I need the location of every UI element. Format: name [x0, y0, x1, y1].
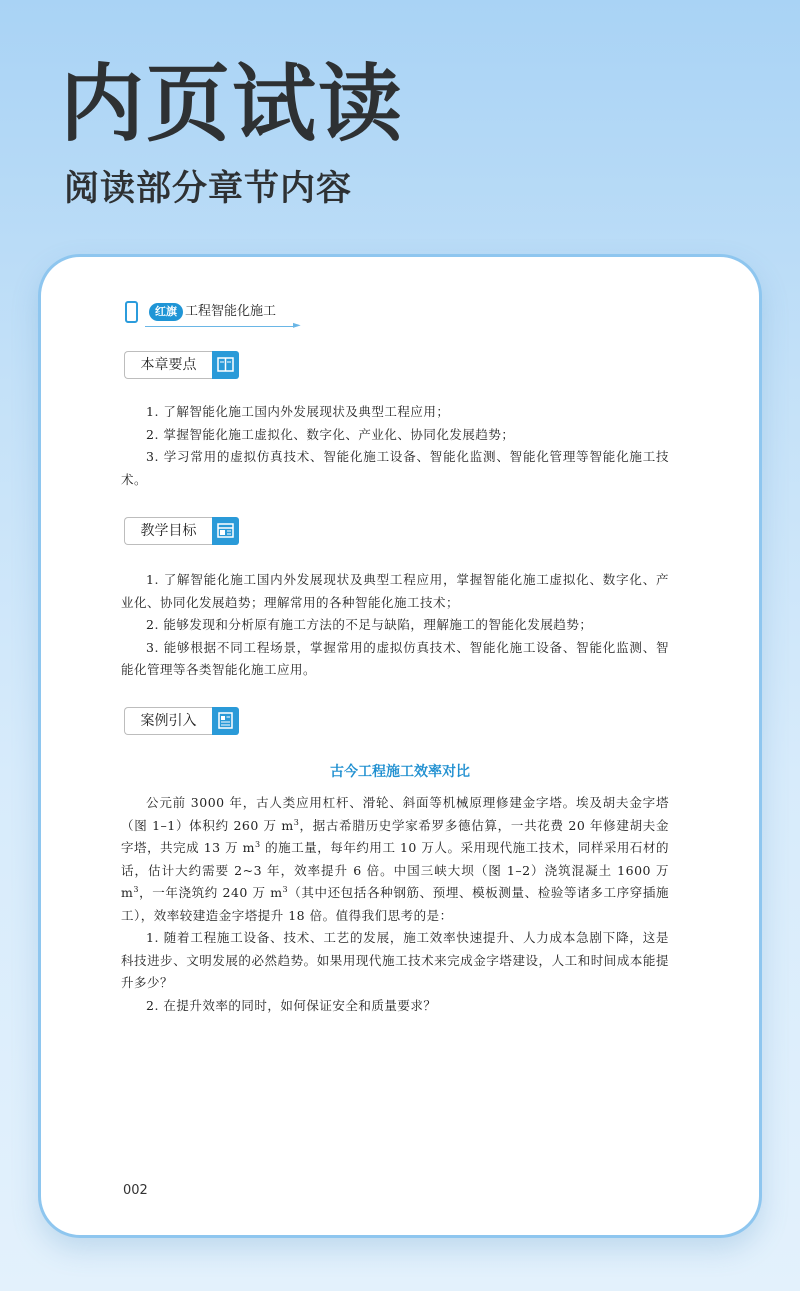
list-item: 3. 学习常用的虚拟仿真技术、智能化施工设备、智能化监测、智能化管理等智能化施工技术。: [121, 449, 669, 487]
hero-subtitle: 阅读部分章节内容: [64, 169, 353, 209]
document-icon: [212, 707, 239, 735]
series-badge: 红旗: [149, 303, 183, 321]
key-points-list: [121, 401, 669, 491]
case-title: 古今工程施工效率对比: [330, 764, 470, 780]
case-question: 1. 随着工程施工设备、技术、工艺的发展，施工效率快速提升、人力成本急剧下降，这是科技进步、文明发展的必然趋势。如果用现代施工技术来完成金字塔建设，人工和时间成本能提升多少？: [121, 930, 669, 990]
section-label: 本章要点: [124, 351, 212, 379]
section-label: 教学目标: [124, 517, 212, 545]
list-item: 1. 了解智能化施工国内外发展现状及典型工程应用，掌握智能化施工虚拟化、数字化、产业化、协同化发展趋势；理解常用的各种智能化施工技术；: [121, 572, 669, 610]
section-header-key-points: [124, 351, 239, 381]
phone-icon: [125, 301, 138, 323]
hero-title: 内页试读: [60, 55, 405, 153]
page-number: 002: [123, 1183, 148, 1198]
book-icon: [212, 351, 239, 379]
section-header-case-intro: [124, 707, 239, 737]
section-label: 案例引入: [124, 707, 212, 735]
running-head: [125, 301, 305, 331]
arrow-right-icon: ►: [293, 320, 301, 331]
list-item: 1. 了解智能化施工国内外发展现状及典型工程应用；: [146, 404, 450, 419]
header-rule: [145, 326, 295, 327]
list-item: 3. 能够根据不同工程场景，掌握常用的虚拟仿真技术、智能化施工设备、智能化监测、智能化管理等各类智能化施工应用。: [121, 639, 669, 677]
teaching-goals-list: [121, 569, 669, 682]
window-icon: [212, 517, 239, 545]
list-item: 2. 掌握智能化施工虚拟化、数字化、产业化、协同化发展趋势；: [146, 426, 515, 442]
section-header-teaching-goals: [124, 517, 239, 547]
case-body: [121, 792, 669, 1017]
case-paragraph: 公元前 3000 年，古人类应用杠杆、滑轮、斜面等机械原理修建金字塔。埃及胡夫金字塔（图 1–1）体积约 260 万 $m^3$，据古希腊历史学家希罗多德估算，一共花费 20 年修建胡夫金字塔，共完成 13 万 $m^3$ 的施工量，每年约用工 10 万人。采用现代施工技术，同样采用石材的话，估计大约需要 2~3 年，效率提升 6 倍。中国三峡大坝（图 1–2）浇筑混凝土 1600 万 $m^3$，一年浇筑约 240 万 $m^3$（其中还包括各种钢筋、预埋、模板测量、检验等诸多工序穿插施工），效率较建造金字塔提升 18 倍。值得我们思考的是：: [121, 795, 670, 923]
page-preview-card: [38, 254, 762, 1238]
course-title: 工程智能化施工: [185, 304, 277, 319]
case-question: 2. 在提升效率的同时，如何保证安全和质量要求？: [146, 997, 437, 1013]
list-item: 2. 能够发现和分析原有施工方法的不足与缺陷，理解施工的智能化发展趋势；: [146, 617, 593, 632]
